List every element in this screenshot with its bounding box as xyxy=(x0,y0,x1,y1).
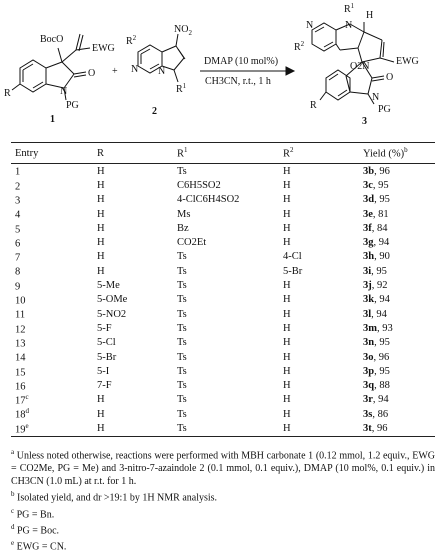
cell-r: H xyxy=(97,408,105,420)
cell-r: 5-Cl xyxy=(97,337,116,349)
cell-r1: Ts xyxy=(173,421,279,436)
cell-entry: 7 xyxy=(15,252,21,264)
cell-r: 5-Br xyxy=(97,351,117,363)
cell-entry: 1 xyxy=(15,166,21,178)
footnote-b: $^b$ Isolated yield, and dr >19:1 by 1H NMR analysis. xyxy=(11,490,218,504)
cell-r: H xyxy=(93,421,173,436)
cell-r1: Ts xyxy=(177,265,187,277)
cell-r2: 4-Cl xyxy=(283,251,302,263)
cell-entry: 6 xyxy=(15,238,21,250)
p-lactam-nitrogen-label: N xyxy=(372,92,380,103)
table-row xyxy=(11,207,435,221)
cell-entry: 15 xyxy=(15,367,26,379)
cell-r1: CO2Et xyxy=(177,237,207,249)
cell-r: H xyxy=(97,194,105,206)
header-yield: Yield (%)$^b$ xyxy=(359,143,435,164)
cell-r1: Ts xyxy=(177,280,187,292)
cell-r1: Ts xyxy=(177,322,187,334)
cell-yield: 3d, 95 xyxy=(363,194,390,206)
p-ring-nitrogen-label: N xyxy=(306,20,314,31)
cell-r: H xyxy=(97,394,105,406)
table-row xyxy=(11,235,435,249)
r1-compound-number: 1 xyxy=(50,114,55,125)
table-row xyxy=(11,307,435,321)
cell-yield: 3b, 96 xyxy=(363,165,390,177)
cell-r: H xyxy=(97,179,105,191)
cell-entry: 4 xyxy=(15,209,21,221)
table-row xyxy=(11,364,435,378)
cell-r1: Ts xyxy=(177,337,187,349)
p-r-label: R xyxy=(310,100,317,111)
cell-r1: Ts xyxy=(177,380,187,392)
cell-r1: 4-ClC6H4SO2 xyxy=(177,194,240,206)
cell-r2: H xyxy=(283,365,291,377)
cell-r2: H xyxy=(283,294,291,306)
cell-r: 5-I xyxy=(97,365,110,377)
cell-entry: 9 xyxy=(15,281,21,293)
cell-r: 5-NO2 xyxy=(97,308,127,320)
footnote-a: $^a$ Unless noted otherwise, reactions were performed with MBH carbonate 1 (0.12 mmol, 1.2 equiv., EWG = CO2Me, PG = Me) and 3-nitro-7-azaindole 2 (0.1 mmol, 0.1 equiv.), DMAP (10 mol%, 0.1 equiv.) in CH3CN (1.0 mL) at r.t. for 1 h. xyxy=(11,448,435,488)
cell-entry: 13 xyxy=(15,338,26,350)
p-r2-label: $R^2$ xyxy=(294,40,305,53)
table-header-row xyxy=(11,143,435,164)
cell-r1: Ts xyxy=(177,165,187,177)
table-row xyxy=(11,407,435,421)
cell-yield: 3t, 96 xyxy=(359,421,435,436)
cell-r1: Bz xyxy=(177,222,189,234)
cell-r1: C6H5SO2 xyxy=(177,179,221,191)
cell-r2: H xyxy=(283,337,291,349)
table-row xyxy=(11,350,435,364)
cell-r: H xyxy=(97,208,105,220)
cell-r2: H xyxy=(283,394,291,406)
cell-entry: 12 xyxy=(15,324,26,336)
cell-r2: H xyxy=(283,380,291,392)
table-row xyxy=(11,321,435,335)
cell-r: 7-F xyxy=(97,380,112,392)
table-row xyxy=(11,193,435,207)
cell-entry: 19e xyxy=(11,421,93,436)
table-row xyxy=(11,164,435,179)
r1-carbonyl-label: O xyxy=(88,68,96,79)
cell-r2: H xyxy=(283,222,291,234)
cell-entry: 11 xyxy=(15,309,26,321)
cell-r2: H xyxy=(283,280,291,292)
cell-r: 5-F xyxy=(97,322,112,334)
cell-r2: H xyxy=(279,421,359,436)
cell-yield: 3p, 95 xyxy=(363,365,390,377)
cell-r2: H xyxy=(283,351,291,363)
p-h-label: H xyxy=(366,10,374,21)
table-row xyxy=(11,278,435,292)
table-footnotes xyxy=(11,446,435,554)
cell-yield: 3s, 86 xyxy=(363,408,389,420)
p-o2n-label: O2N xyxy=(350,61,370,72)
cell-yield: 3g, 94 xyxy=(363,237,390,249)
cell-yield: 3i, 95 xyxy=(363,265,387,277)
cell-r: H xyxy=(97,165,105,177)
cell-yield: 3r, 94 xyxy=(363,394,389,406)
r1-benzene-ring xyxy=(20,60,46,92)
cell-yield: 3f, 84 xyxy=(363,222,388,234)
cell-yield: 3n, 95 xyxy=(363,337,390,349)
cell-r2: H xyxy=(283,208,291,220)
cell-r1: Ts xyxy=(177,294,187,306)
r1-r-label: R xyxy=(4,88,11,99)
p-n-label: N xyxy=(345,20,353,31)
table-row xyxy=(11,221,435,235)
header-entry: Entry xyxy=(11,143,93,164)
arrow-condition-bottom: CH3CN, r.t., 1 h xyxy=(205,76,271,87)
footnote-c: $^c$ PG = Bn. xyxy=(11,506,55,520)
header-r: R xyxy=(93,143,173,164)
table-row xyxy=(11,293,435,307)
cell-r1: Ts xyxy=(177,365,187,377)
r2-nitro-label: $NO_2$ xyxy=(174,24,192,37)
cell-r1: Ts xyxy=(177,308,187,320)
cell-yield: 3m, 93 xyxy=(363,322,393,334)
r1-pg-label: PG xyxy=(66,100,79,111)
cell-yield: 3e, 81 xyxy=(363,208,389,220)
r2-compound-number: 2 xyxy=(152,106,157,117)
cell-yield: 3l, 94 xyxy=(363,308,387,320)
header-r2: $R^2$ xyxy=(279,143,359,164)
r1-boco-label: BocO xyxy=(40,34,64,45)
cell-r: H xyxy=(97,251,105,263)
cell-r1: Ts xyxy=(177,408,187,420)
table-row xyxy=(11,378,435,392)
cell-r1: Ts xyxy=(177,351,187,363)
cell-r: 5-Me xyxy=(97,280,120,292)
header-r1: $R^1$ xyxy=(173,143,279,164)
p-pg-label: PG xyxy=(378,104,391,115)
cell-r2: H xyxy=(283,237,291,249)
cell-yield: 3q, 88 xyxy=(363,380,390,392)
p-compound-number: 3 xyxy=(362,116,367,127)
results-table-wrap xyxy=(11,142,435,437)
cell-yield: 3o, 96 xyxy=(363,351,390,363)
scheme-drawing xyxy=(0,0,446,140)
table-row xyxy=(11,336,435,350)
table-row xyxy=(11,250,435,264)
table-row xyxy=(11,264,435,278)
cell-r2: H xyxy=(283,308,291,320)
r1-ewg-label: EWG xyxy=(92,43,115,54)
cell-r2: 5-Br xyxy=(283,265,303,277)
r2-ring-nitrogen-label: N xyxy=(131,64,139,75)
cell-r: H xyxy=(97,237,105,249)
cell-r2: H xyxy=(283,194,291,206)
table-body xyxy=(11,164,435,437)
reaction-scheme xyxy=(0,0,446,140)
p-carbonyl-label: O xyxy=(386,72,394,83)
p-r1-label: $R^1$ xyxy=(344,2,355,15)
cell-entry: 18$^d$ xyxy=(15,407,29,421)
cell-r: H xyxy=(97,222,105,234)
footnote-d: $^d$ PG = Boc. xyxy=(11,522,60,537)
cell-r1: Ts xyxy=(177,251,187,263)
r2-r1-label: $R^1$ xyxy=(176,82,187,95)
cell-yield: 3h, 90 xyxy=(363,251,390,263)
cell-yield: 3j, 92 xyxy=(363,280,388,292)
cell-entry: 17$^c$ xyxy=(15,393,29,407)
table-row xyxy=(11,393,435,407)
table-row xyxy=(11,421,435,436)
cell-entry: 14 xyxy=(15,352,26,364)
cell-r: 5-OMe xyxy=(97,294,128,306)
arrow-condition-top: DMAP (10 mol%) xyxy=(204,56,279,67)
cell-entry: 8 xyxy=(15,266,21,278)
cell-r: H xyxy=(97,265,105,277)
cell-r2: H xyxy=(283,408,291,420)
cell-r2: H xyxy=(283,179,291,191)
cell-r1: Ms xyxy=(177,208,191,220)
cell-yield: 3k, 94 xyxy=(363,294,390,306)
cell-entry: 10 xyxy=(15,295,26,307)
cell-yield: 3c, 95 xyxy=(363,179,389,191)
cell-entry: 2 xyxy=(15,181,21,193)
p-ewg-label: EWG xyxy=(396,56,419,67)
cell-entry: 3 xyxy=(15,195,21,207)
cell-entry: 16 xyxy=(15,381,26,393)
cell-entry: 5 xyxy=(15,224,21,236)
cell-r1: Ts xyxy=(177,394,187,406)
plus-sign: + xyxy=(112,66,118,77)
footnote-e: $^e$ EWG = CN. xyxy=(11,539,67,553)
results-table xyxy=(11,142,435,437)
r2-n-label: N xyxy=(158,66,166,77)
table-row xyxy=(11,178,435,192)
r1-nitrogen-label: N xyxy=(60,86,68,97)
cell-r2: H xyxy=(283,322,291,334)
r2-r2-label: $R^2$ xyxy=(126,34,137,47)
cell-r2: H xyxy=(283,165,291,177)
